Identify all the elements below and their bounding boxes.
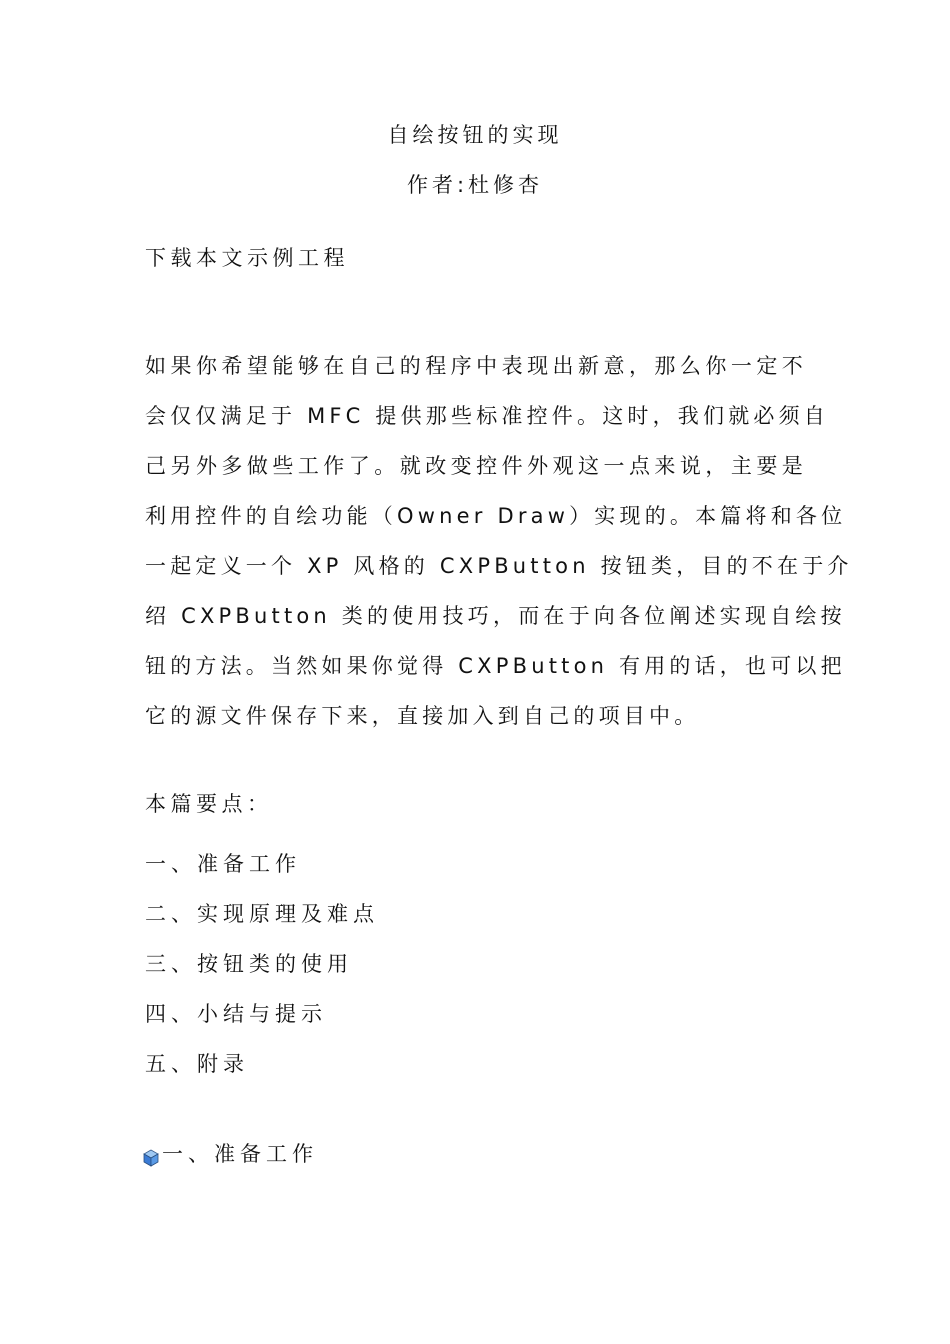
intro-line: 一起定义一个 XP 风格的 CXPButton 按钮类，目的不在于介 — [145, 554, 853, 578]
intro-line: 利用控件的自绘功能（Owner Draw）实现的。本篇将和各位 — [145, 504, 847, 528]
intro-line: 绍 CXPButton 类的使用技巧，而在于向各位阐述实现自绘按 — [145, 604, 846, 628]
intro-line: 钮的方法。当然如果你觉得 CXPButton 有用的话，也可以把 — [145, 654, 846, 678]
toc-heading: 本篇要点： — [145, 792, 273, 816]
document-title: 自绘按钮的实现 — [387, 123, 563, 147]
download-sample-link[interactable]: 下载本文示例工程 — [145, 246, 349, 270]
cube-bullet-icon — [143, 1145, 159, 1163]
intro-paragraph — [145, 341, 853, 741]
toc-item-usage[interactable]: 三、按钮类的使用 — [145, 952, 353, 976]
intro-line: 它的源文件保存下来，直接加入到自己的项目中。 — [145, 704, 700, 728]
section-heading-text: 一、准备工作 — [162, 1142, 318, 1166]
toc-item-preparation[interactable]: 一、准备工作 — [145, 852, 301, 876]
toc-list — [145, 839, 379, 1089]
toc-item-appendix[interactable]: 五、附录 — [145, 1052, 249, 1076]
toc-item-summary[interactable]: 四、小结与提示 — [145, 1002, 327, 1026]
document-author: 作者:杜修杏 — [406, 173, 544, 197]
intro-line: 如果你希望能够在自己的程序中表现出新意，那么你一定不 — [145, 354, 807, 378]
toc-item-principle[interactable]: 二、实现原理及难点 — [145, 902, 379, 926]
intro-line: 己另外多做些工作了。就改变控件外观这一点来说，主要是 — [145, 454, 807, 478]
intro-line: 会仅仅满足于 MFC 提供那些标准控件。这时，我们就必须自 — [145, 404, 830, 428]
section-heading — [143, 1139, 318, 1169]
